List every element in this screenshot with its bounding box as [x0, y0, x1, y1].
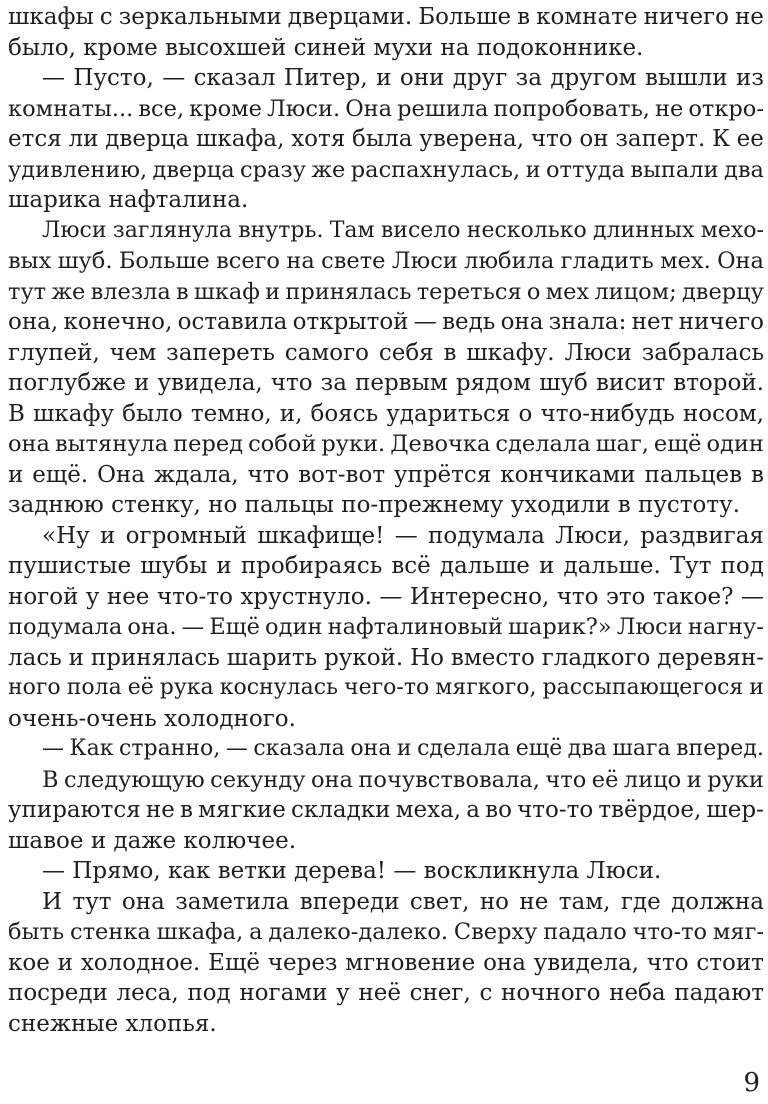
text-line: подумала она. — Ещё один нафталиновый шарик?» Люси нагну- [8, 614, 764, 640]
text-line: очень-очень холодного. [8, 705, 296, 732]
text-line: Люси заглянула внутрь. Там висело несколько длинных мехо- [42, 217, 764, 243]
text-line: В следующую секунду она почувствовала, что её лицо и руки [42, 766, 764, 793]
text-line: вых шуб. Больше всего на свете Люси любила гладить мех. Она [8, 248, 764, 274]
text-line: тут же влезла в шкаф и принялась тереться о мех лицом; дверцу [8, 278, 764, 305]
text-line: удивлению, дверца сразу же распахнулась, и оттуда выпали два [8, 156, 764, 183]
text-line: снежные хлопья. [8, 1010, 217, 1037]
text-line: ного пола её рука коснулась чего-то мягкого, рассыпающегося и [8, 675, 764, 700]
text-line: — Прямо, как ветки дерева! — воскликнула Люси. [42, 858, 662, 884]
text-line: она, конечно, оставила открытой — ведь она знала: нет ничего [8, 309, 764, 335]
text-line: упираются не в мягкие складки меха, а во что-то твёрдое, шер- [8, 797, 764, 823]
text-line: шавое и даже колючее. [8, 827, 297, 854]
text-line: глупей, чем запереть самого себя в шкафу. Люси забралась [8, 339, 764, 366]
text-line: комнаты... все, кроме Люси. Она решила попробовать, не откро- [8, 95, 764, 122]
text-line: ется ли дверца шкафа, хотя была уверена, что он заперт. К ее [8, 126, 764, 152]
text-line: «Ну и огромный шкафище! — подумала Люси, раздвигая [42, 522, 764, 549]
text-line: заднюю стенку, но пальцы по-прежнему уходили в пустоту. [8, 492, 740, 518]
text-line: поглубже и увидела, что за первым рядом шуб висит второй. [8, 370, 764, 396]
text-line: шарика нафталина. [8, 187, 249, 213]
text-line: посреди леса, под ногами у неё снег, с ночного неба падают [8, 980, 764, 1006]
text-line: ногой у нее что-то хрустнуло. — Интересно, что это такое? — [8, 583, 764, 610]
page-number: 9 [743, 1068, 760, 1098]
text-line: было, кроме высохшей синей мухи на подоконнике. [8, 34, 644, 61]
text-line: шкафы с зеркальными дверцами. Больше в комнате ничего не [8, 4, 764, 30]
text-line: — Пусто, — сказал Питер, и они друг за другом вышли из [42, 65, 764, 91]
text-line: лась и принялась шарить рукой. Но вместо гладкого деревян- [8, 644, 764, 671]
text-line: В шкафу было темно, и, боясь удариться о что-нибудь носом, [8, 400, 764, 427]
text-line: быть стенка шкафа, а далеко-далеко. Сверху падало что-то мяг- [8, 919, 764, 945]
text-line: пушистые шубы и пробираясь всё дальше и дальше. Тут под [8, 553, 764, 579]
text-line: она вытянула перед собой руки. Девочка сделала шаг, ещё один [8, 431, 764, 457]
text-line: И тут она заметила впереди свет, но не там, где должна [42, 888, 764, 915]
text-line: — Как странно, — сказала она и сделала ещё два шага вперед. [42, 736, 764, 761]
text-line: и ещё. Она ждала, что вот-вот упрётся кончиками пальцев в [8, 461, 764, 488]
book-page-text [8, 2, 764, 1039]
text-line: кое и холодное. Ещё через мгновение она увидела, что стоит [8, 949, 764, 976]
